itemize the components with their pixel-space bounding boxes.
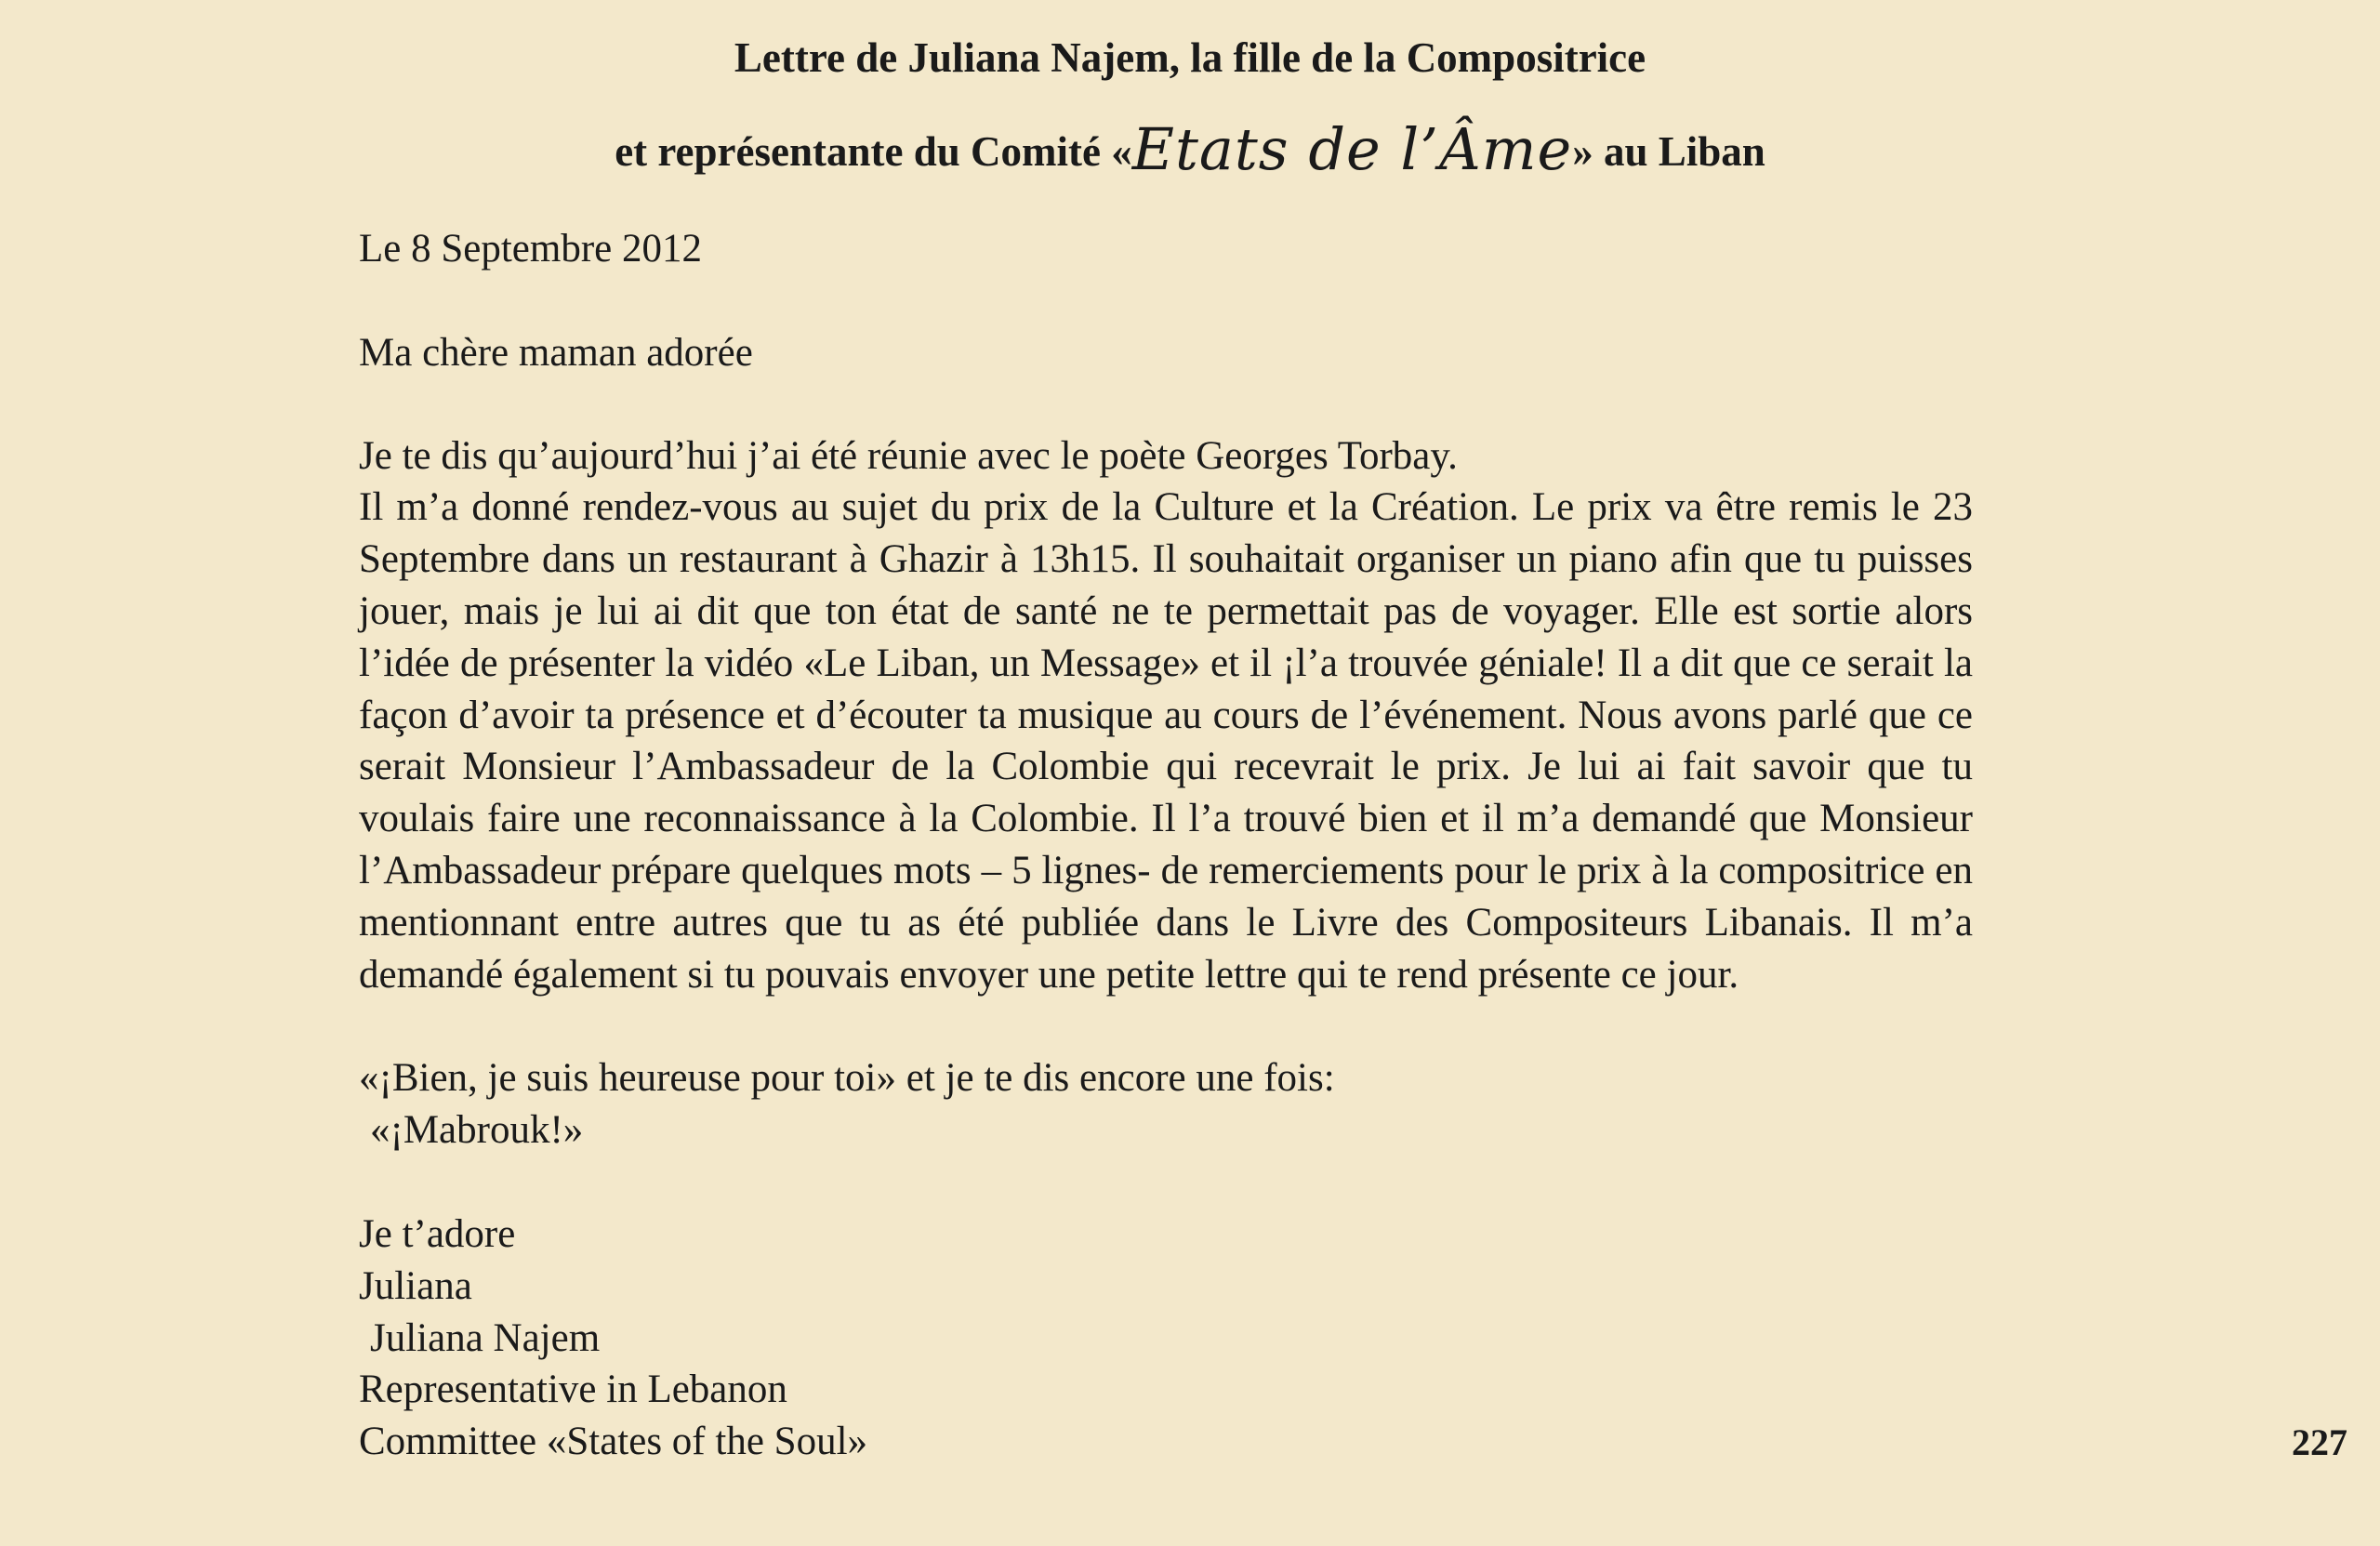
letter-body-paragraph: Il m’a donné rendez-vous au sujet du prix de la Culture et la Création. Le prix va être remis le 23 Septembre dans un restaurant à Ghazir à 13h15. Il souhaitait organiser un piano afin que tu puisses jouer, mais je lui ai dit que ton état de santé ne te permettait pas de voyager. Elle est sortie alors l’idée de présenter la vidéo «Le Liban, un Message» et il ¡l’a trouvée géniale! Il a dit que ce serait la façon d’avoir ta présence et d’écouter ta musique au cours de l’événement. Nous avons parlé que ce serait Monsieur l’Ambassadeur de la Colombie qui recevrait le prix. Je lui ai fait savoir que tu voulais faire une reconnaissance à la Colombie. Il l’a trouvé bien et il m’a demandé que Monsieur l’Ambassadeur prépare quelques mots – 5 lignes- de remerciements pour le prix à la compositrice en mentionnant entre autres que tu as été publiée dans le Livre des Compositeurs Libanais. Il m’a demandé également si tu pouvais envoyer une petite lettre qui te rend présente ce jour. [359,485,1973,997]
letter-title-line-1: Lettre de Juliana Najem, la fille de la Compositrice [734,34,1646,81]
letter-content [359,223,1973,1468]
signature-committee: Committee «States of the Soul» [359,1420,868,1464]
letter-date: Le 8 Septembre 2012 [359,227,702,271]
letter-exclamation-2: «¡Mabrouk!» [370,1108,584,1153]
title-line-2-start: et représentante du Comité « [615,128,1132,175]
signature-first-name: Juliana [359,1263,472,1308]
letter-title-line-2 [0,115,2380,183]
title-line-2-end: » au Liban [1572,128,1765,175]
letter-closing: Je t’adore [359,1211,516,1256]
page-number: 227 [2292,1421,2347,1463]
letter-exclamation-1: «¡Bien, je suis heureuse pour toi» et je te dis encore une fois: [359,1056,1335,1101]
signature-full-name: Juliana Najem [370,1315,601,1360]
letter-first-sentence: Je te dis qu’aujourd’hui j’ai été réunie avec le poète Georges Torbay. [359,433,1458,478]
committee-name-script: Etats de l’Âme [1131,115,1573,183]
signature-role: Representative in Lebanon [359,1368,787,1412]
letter-salutation: Ma chère maman adorée [359,330,753,375]
